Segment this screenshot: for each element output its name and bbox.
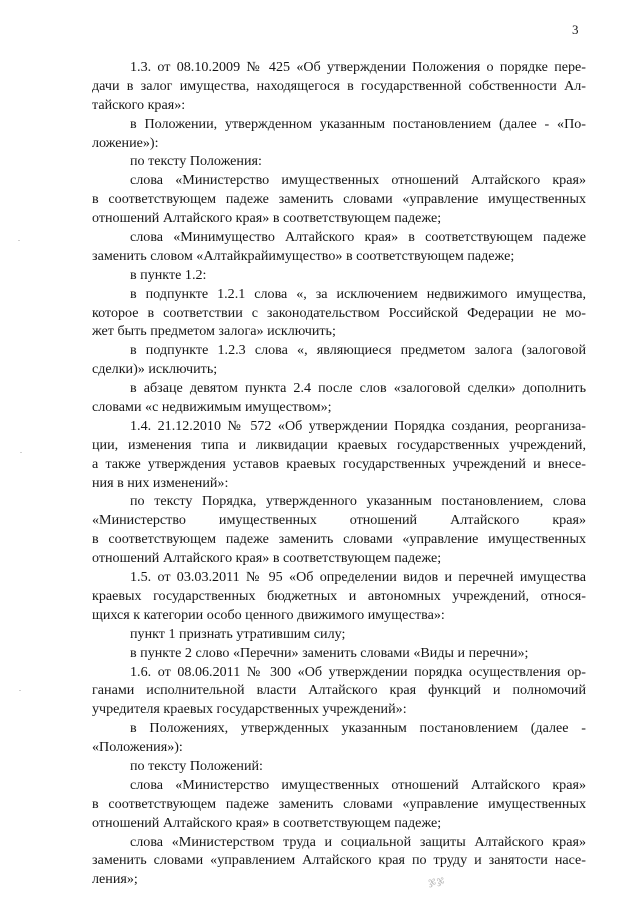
- text-line: жет быть предметом залога» исключить;: [92, 323, 336, 340]
- scan-artifact-mark: ჯჯ: [427, 873, 446, 889]
- text-line: слова «Министерством труда и социальной защиты Алтайского края»: [130, 833, 586, 850]
- text-line: 1.4. 21.12.2010 № 572 «Об утверждении Порядка создания, реорганиза-: [130, 417, 586, 434]
- document-body: [92, 58, 586, 889]
- text-line: тайского края»:: [92, 96, 186, 113]
- text-line: по тексту Порядка, утвержденного указанным постановлением, слова: [130, 493, 586, 510]
- text-line: в Положении, утвержденном указанным постановлением (далее - «По-: [130, 115, 586, 132]
- text-line: в пункте 2 слово «Перечни» заменить словами «Виды и перечни»;: [130, 644, 529, 661]
- text-line: щихся к категории особо ценного движимого имущества»:: [92, 606, 445, 623]
- text-line: ления»;: [92, 871, 138, 888]
- text-line: слова «Министерство имущественных отношений Алтайского края»: [130, 172, 586, 189]
- text-line: по тексту Положений:: [130, 757, 263, 774]
- text-line: ложение»):: [92, 134, 159, 151]
- text-line: заменить словом «Алтайкрайимущество» в соответствующем падеже;: [92, 247, 515, 264]
- text-line: слова «Министерство имущественных отношений Алтайского края»: [130, 776, 586, 793]
- text-line: в соответствующем падеже заменить словами «управление имущественных: [92, 795, 586, 812]
- text-line: а также утверждения уставов краевых государственных учреждений и внесе-: [92, 455, 586, 472]
- text-line: заменить словами «управлением Алтайского края по труду и занятости насе-: [92, 852, 586, 869]
- text-line: по тексту Положения:: [130, 153, 262, 170]
- text-line: 1.6. от 08.06.2011 № 300 «Об утверждении порядка осуществления ор-: [130, 663, 586, 680]
- text-line: в соответствующем падеже заменить словами «управление имущественных: [92, 191, 586, 208]
- text-line: в соответствующем падеже заменить словами «управление имущественных: [92, 531, 586, 548]
- text-line: в подпункте 1.2.1 слова «, за исключением недвижимого имущества,: [130, 285, 586, 302]
- text-line: «Положения»):: [92, 739, 183, 756]
- text-line: краевых государственных бюджетных и автономных учреждений, относя-: [92, 587, 586, 604]
- text-line: в пункте 1.2:: [130, 266, 207, 283]
- text-line: ганами исполнительной власти Алтайского края функций и полномочий: [92, 682, 586, 699]
- margin-speck: [19, 690, 21, 691]
- text-line: «Министерство имущественных отношений Алтайского края»: [92, 512, 586, 529]
- text-line: отношений Алтайского края» в соответствующем падеже;: [92, 550, 442, 567]
- page-number: 3: [572, 22, 579, 37]
- text-line: 1.5. от 03.03.2011 № 95 «Об определении видов и перечней имущества: [130, 569, 586, 586]
- text-line: слова «Минимущество Алтайского края» в соответствующем падеже: [130, 229, 586, 246]
- text-line: дачи в залог имущества, находящегося в государственной собственности Ал-: [92, 77, 586, 94]
- text-line: в Положениях, утвержденных указанным постановлением (далее -: [130, 720, 586, 737]
- text-line: которое в соответствии с законодательством Российской Федерации не мо-: [92, 304, 586, 321]
- text-line: ции, изменения типа и ликвидации краевых государственных учреждений,: [92, 436, 586, 453]
- text-line: в абзаце девятом пункта 2.4 после слов «залоговой сделки» дополнить: [130, 380, 586, 397]
- margin-speck: [20, 452, 22, 453]
- text-line: отношений Алтайского края» в соответствующем падеже;: [92, 210, 442, 227]
- margin-speck: [18, 240, 20, 241]
- text-line: учредителя краевых государственных учреждений»:: [92, 701, 407, 718]
- text-line: в подпункте 1.2.3 слова «, являющиеся предметом залога (залоговой: [130, 342, 586, 359]
- text-line: отношений Алтайского края» в соответствующем падеже;: [92, 814, 442, 831]
- text-line: 1.3. от 08.10.2009 № 425 «Об утверждении Положения о порядке пере-: [130, 59, 586, 75]
- text-line: пункт 1 признать утратившим силу;: [130, 625, 346, 642]
- text-line: сделки)» исключить;: [92, 361, 218, 378]
- text-line: словами «с недвижимым имуществом»;: [92, 399, 332, 416]
- text-line: ния в них изменений»:: [92, 474, 229, 491]
